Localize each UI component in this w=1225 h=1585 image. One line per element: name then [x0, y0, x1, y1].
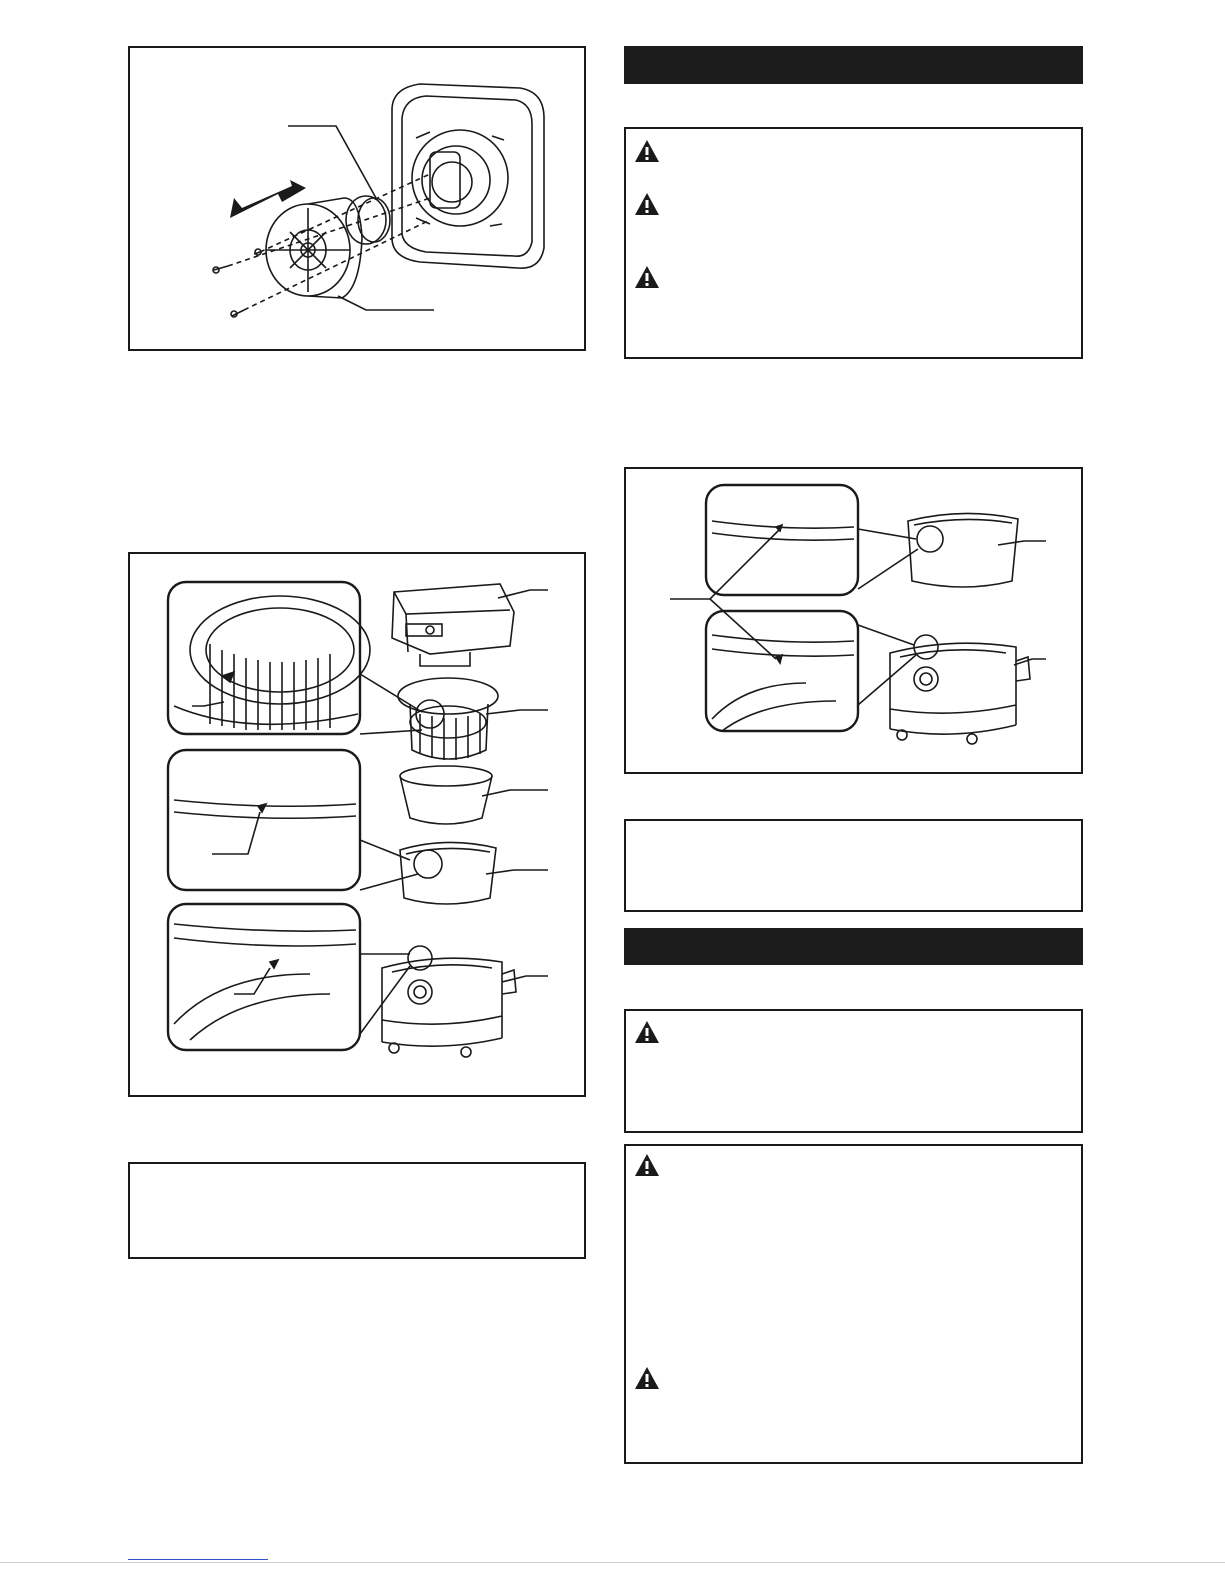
note-box-right: [624, 819, 1083, 912]
footer-rule: [0, 1562, 1225, 1563]
warning-triangle-icon: [634, 1153, 660, 1177]
footer-link-underline[interactable]: [128, 1559, 268, 1560]
warning-triangle-icon: [634, 265, 660, 289]
warning-triangle-icon: [634, 139, 660, 163]
motor-filter-exploded-view: [130, 48, 584, 349]
warning-triangle-icon: [634, 192, 660, 216]
warning-box-2: [624, 1009, 1083, 1133]
section-header-2: [624, 928, 1083, 965]
arrow-left-icon: [230, 180, 306, 218]
warning-triangle-icon: [634, 1020, 660, 1044]
section-header-1: [624, 46, 1083, 84]
warning-box-1: [624, 127, 1083, 359]
figure-filter-assembly: [128, 552, 586, 1097]
figure-bag-alignment: [624, 467, 1083, 774]
warning-triangle-icon: [634, 1366, 660, 1390]
bag-and-tank-alignment-view: [626, 469, 1081, 772]
warning-box-3: [624, 1144, 1083, 1464]
figure-motor-housing: [128, 46, 586, 351]
note-box-left: [128, 1162, 586, 1259]
filter-stack-exploded-view: [130, 554, 584, 1095]
